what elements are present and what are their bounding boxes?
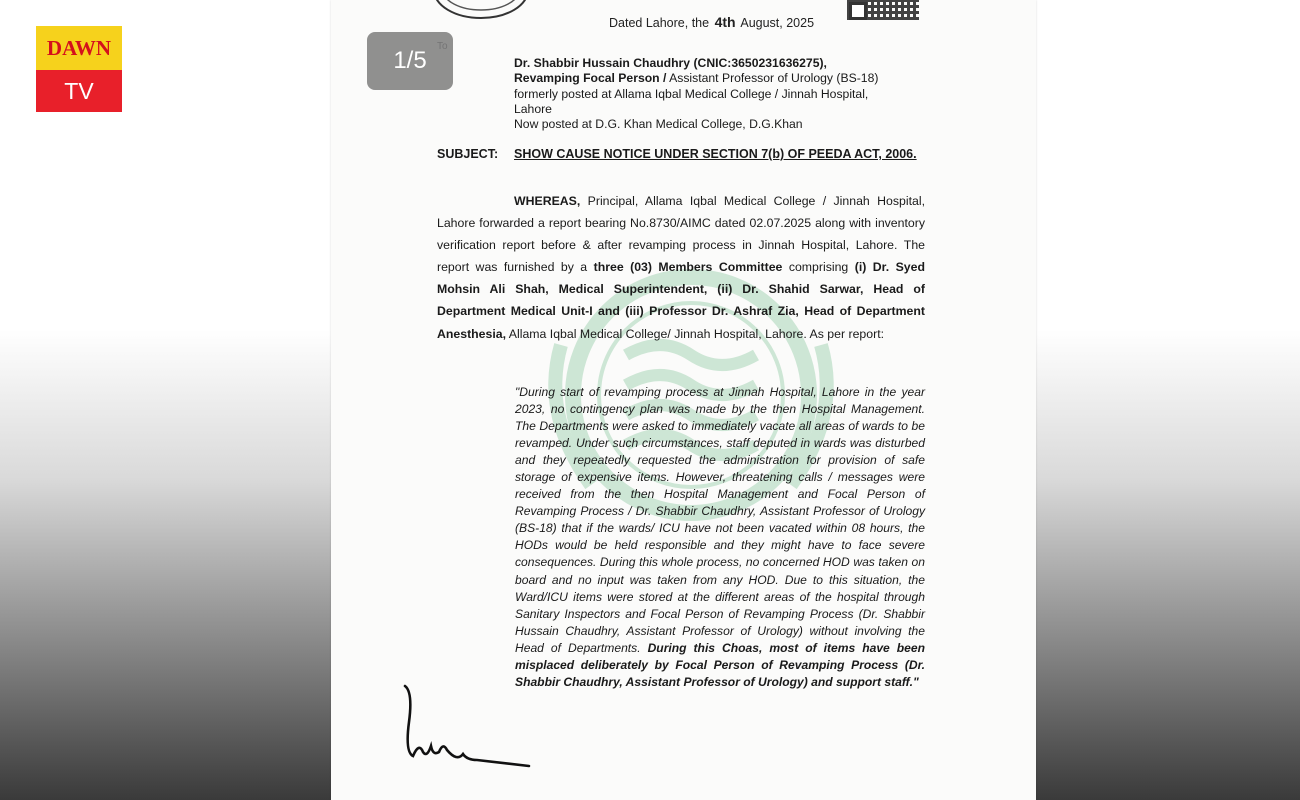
subject-label: SUBJECT: [437, 147, 499, 161]
handwritten-signature-icon [401, 682, 531, 774]
qr-code-icon [847, 0, 919, 20]
recipient-line5: Now posted at D.G. Khan Medical College, D.G.Khan [514, 117, 803, 132]
report-quote [515, 384, 925, 691]
quote-text-bold: During this Choas, most of items have been misplaced deliberately by Focal Person of Revamping Process (Dr. Shabbir Chaudhry, Assistant Professor of Urology) and support staff." [515, 640, 925, 689]
government-seal-icon [431, 0, 531, 20]
recipient-role-rest: Assistant Professor of Urology (BS-18) [669, 71, 879, 86]
paragraph-text-1: Principal, Allama Iqbal Medical College / Jinnah Hospital, Lahore forwarded a report bearing No.8730/AIMC dated 02.07.2025 along with inventory verification report before & after revamping process in Jinnah Hospital, Lahore. The report was furnished by a [437, 194, 925, 275]
date-day: 4th [714, 14, 736, 30]
recipient-role-bold: Revamping Focal Person / [514, 71, 667, 86]
paragraph-text-2: comprising [788, 260, 849, 275]
whereas-keyword: WHEREAS, [514, 194, 581, 208]
page-counter: 1/5 [367, 32, 453, 90]
quote-text-1: "During start of revamping process at Jinnah Hospital, Lahore in the year 2023, no contingency plan was made by the then Hospital Management. The Departments were asked to immediately vacate all areas of wards to be revamped. Under such circumstances, staff deputed in wards was disturbed and they repeatedly requested the administration for provision of safe storage of expensive items. However, threatening calls / messages were received from the then Hospital Management and Focal Person of Revamping Process / Dr. Shabbir Chaudhry, Assistant Professor of Urology (BS-18) that if the wards/ ICU have not been vacated within 08 hours, the HODs would be held responsible and they might have to face severe consequences. During this whole process, no concerned HOD was taken on board and no input was taken from any HOD. Due to this situation, the Ward/ICU items were stored at the different areas of the hospital through Sanitary Inspectors and Focal Person of Revamping Process (Dr. Shabbir Hussain Chaudhry, Assistant Professor of Urology) without involving the Head of Departments. [515, 385, 925, 655]
logo-text-tv: TV [64, 77, 94, 104]
recipient-line3: formerly posted at Allama Iqbal Medical College / Jinnah Hospital, [514, 86, 869, 101]
committee-members-text: (i) Dr. Syed Mohsin Ali Shah, Medical Superintendent, (ii) Dr. Shahid Sarwar, Head of Department Medical Unit-I and (iii) Professor Dr. Ashraf Zia, Head of Department Anesthesia, [437, 260, 925, 341]
dawn-tv-logo [36, 26, 122, 112]
recipient-name: Dr. Shabbir Hussain Chaudhry (CNIC:3650231636275), [514, 56, 827, 70]
logo-text-dawn: DAWN [36, 26, 122, 70]
date-suffix: August, 2025 [740, 16, 815, 30]
recipient-address [514, 56, 934, 132]
date-prefix: Dated Lahore, the [609, 16, 710, 30]
letter-date [609, 14, 814, 30]
recipient-role [514, 71, 934, 86]
paragraph-text-3: Allama Iqbal Medical College/ Jinnah Hospital, Lahore. As per report: [508, 326, 885, 341]
whereas-paragraph [437, 190, 925, 345]
committee-text: three (03) Members Committee [593, 260, 783, 275]
document-page [331, 0, 1036, 800]
recipient-line4: Lahore [514, 101, 552, 116]
subject-text: SHOW CAUSE NOTICE UNDER SECTION 7(b) OF PEEDA ACT, 2006. [514, 147, 917, 161]
